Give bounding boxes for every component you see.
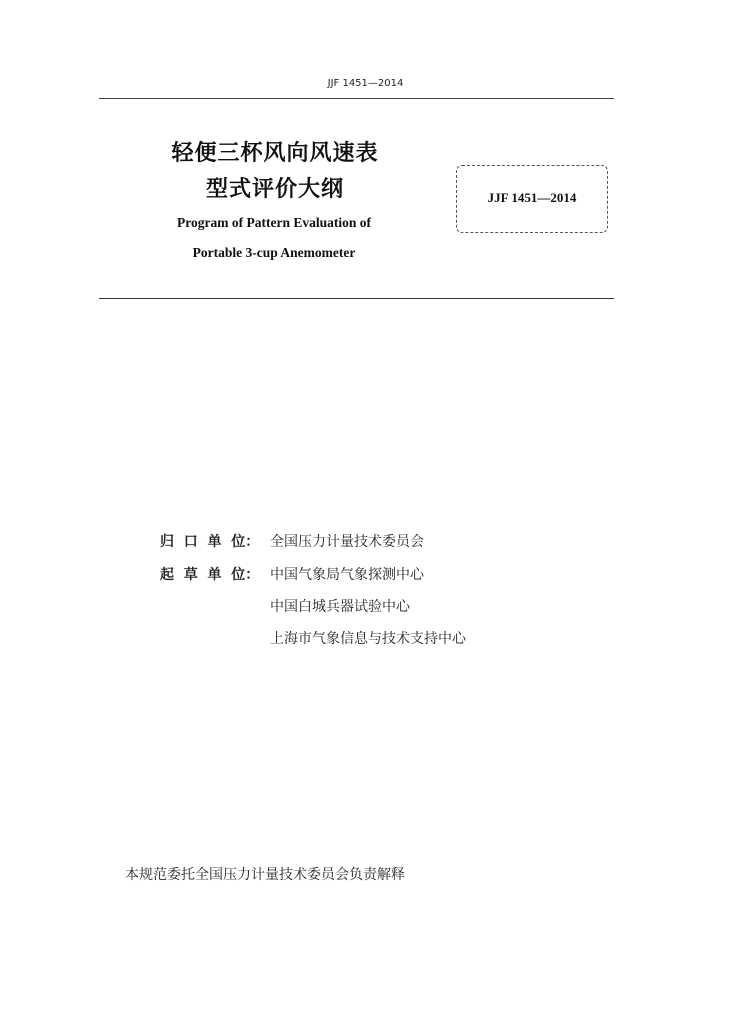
chinese-title-line-2: 型式评价大纲 — [205, 177, 344, 202]
drafting-unit-value-1: 中国气象局气象探测中心 — [270, 567, 424, 583]
responsible-unit-row — [160, 531, 580, 551]
chinese-title-line-1: 轻便三杯风向风速表 — [171, 141, 379, 166]
responsible-unit-value: 全国压力计量技术委员会 — [270, 534, 424, 550]
drafting-unit-row-3 — [160, 628, 580, 648]
interpretation-note: 本规范委托全国压力计量技术委员会负责解释 — [125, 867, 405, 883]
standard-code: JJF 1451—2014 — [487, 190, 577, 205]
top-rule — [99, 98, 614, 99]
standard-code-box — [456, 165, 608, 233]
bottom-rule — [99, 298, 614, 299]
english-title-line-2: Portable 3-cup Anemometer — [192, 245, 356, 260]
responsible-unit-label: 归 口 单 位： — [160, 534, 260, 550]
drafting-unit-value-2: 中国白城兵器试验中心 — [270, 599, 410, 615]
english-title-line-1: Program of Pattern Evaluation of — [177, 215, 371, 230]
drafting-unit-label: 起 草 单 位： — [160, 567, 260, 583]
drafting-unit-row-2 — [160, 596, 580, 616]
running-header-code: JJF 1451—2014 — [327, 78, 404, 89]
drafting-unit-value-3: 上海市气象信息与技术支持中心 — [270, 631, 466, 647]
drafting-unit-row — [160, 564, 580, 584]
